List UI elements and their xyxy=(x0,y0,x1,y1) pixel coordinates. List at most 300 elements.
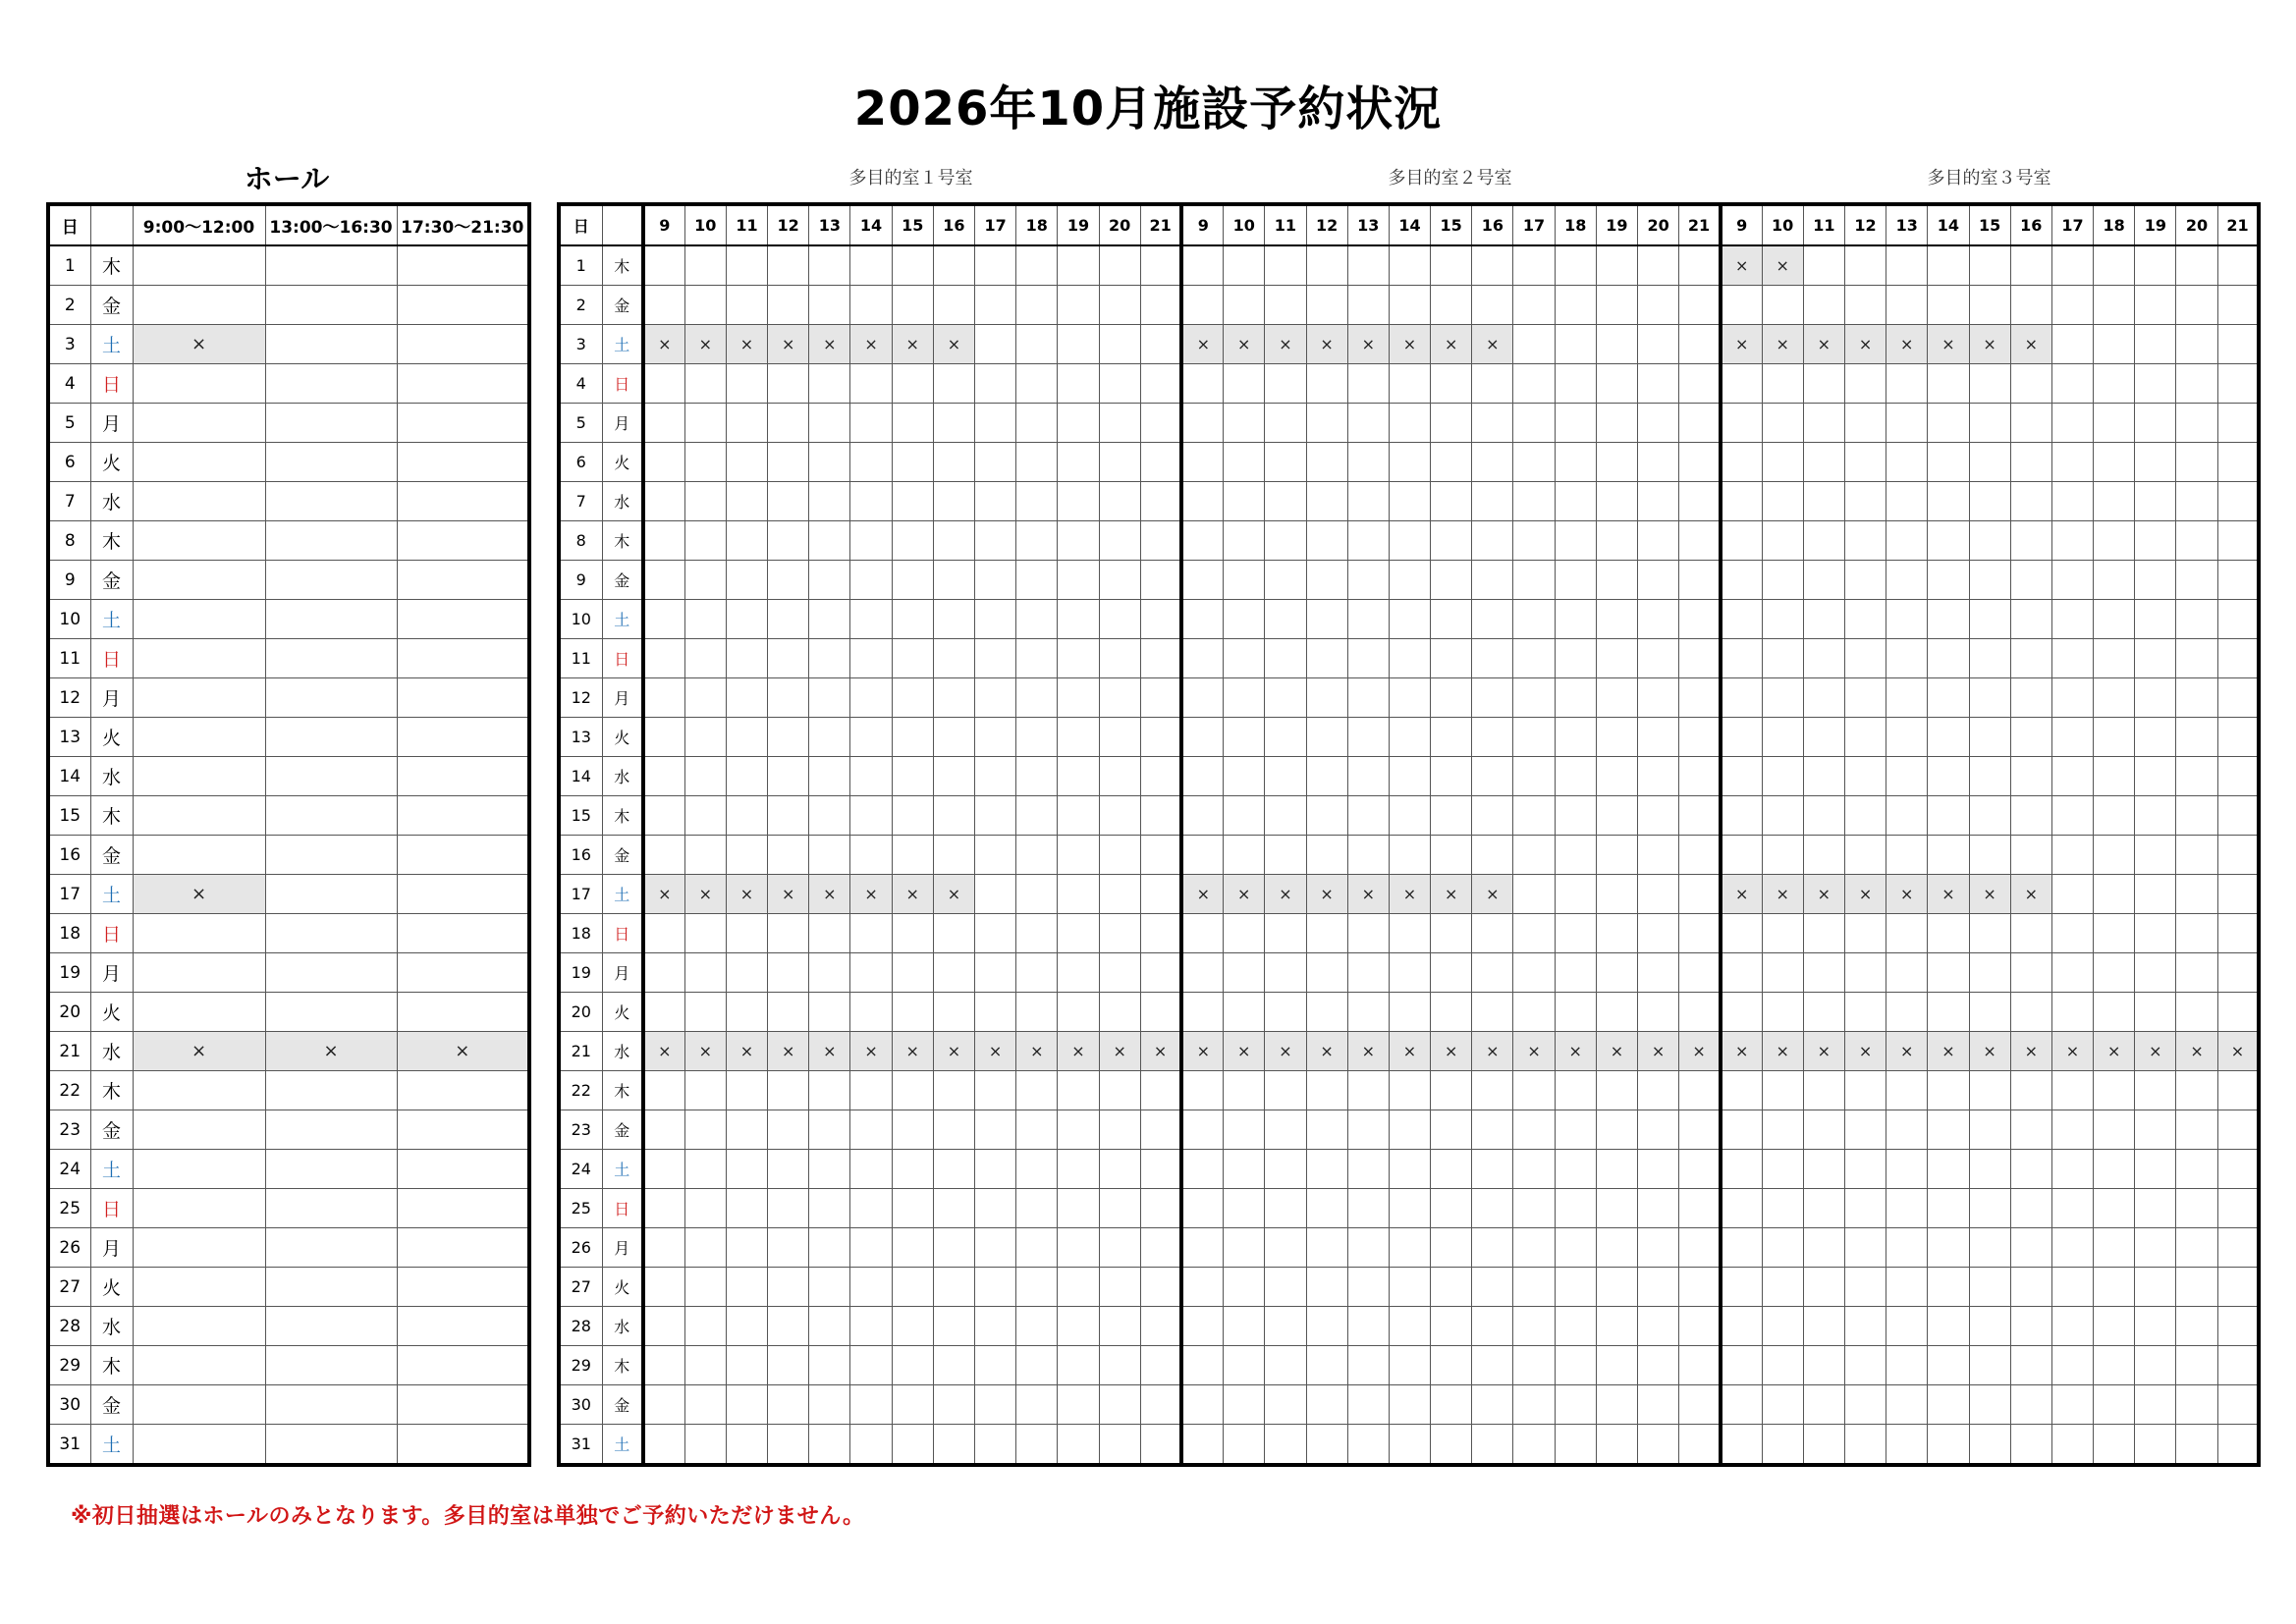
room3-slot xyxy=(1886,521,1928,561)
room3-slot xyxy=(2176,1268,2217,1307)
room3-slot xyxy=(2051,1346,2093,1385)
room2-slot xyxy=(1513,1150,1555,1189)
room3-slot xyxy=(2176,796,2217,836)
room3-slot xyxy=(2176,443,2217,482)
room1-slot xyxy=(1016,1425,1058,1466)
room2-slot xyxy=(1306,718,1347,757)
weekday-label: 火 xyxy=(90,718,133,757)
room2-slot-booked: × xyxy=(1431,875,1472,914)
day-number: 28 xyxy=(48,1307,90,1346)
room1-slot-booked: × xyxy=(768,325,809,364)
room1-slot xyxy=(892,1228,933,1268)
room2-slot xyxy=(1431,1307,1472,1346)
room1-slot xyxy=(975,1425,1016,1466)
room1-slot xyxy=(1058,1385,1099,1425)
room3-slot xyxy=(2094,639,2135,678)
room3-slot-booked: × xyxy=(1928,875,1969,914)
room3-slot xyxy=(2135,1307,2176,1346)
room3-slot xyxy=(2010,1425,2051,1466)
hall-slot xyxy=(265,757,397,796)
day-number: 24 xyxy=(48,1150,90,1189)
room2-slot xyxy=(1679,757,1721,796)
room1-slot xyxy=(975,1307,1016,1346)
room3-slot xyxy=(2176,521,2217,561)
room3-slot xyxy=(2217,245,2259,286)
room1-slot xyxy=(1099,1189,1140,1228)
day-number: 29 xyxy=(48,1346,90,1385)
room1-slot xyxy=(1140,286,1181,325)
hall-slot xyxy=(397,521,529,561)
room3-hour-header: 18 xyxy=(2094,204,2135,245)
room3-slot xyxy=(1928,836,1969,875)
room1-slot xyxy=(850,600,892,639)
room2-slot xyxy=(1181,443,1223,482)
room3-slot xyxy=(2217,1150,2259,1189)
hall-slot xyxy=(133,1307,265,1346)
room3-slot xyxy=(2176,1346,2217,1385)
day-number: 21 xyxy=(559,1032,602,1071)
room2-slot xyxy=(1431,1189,1472,1228)
room1-slot xyxy=(768,953,809,993)
room1-slot xyxy=(684,443,726,482)
room1-slot xyxy=(892,1071,933,1110)
room3-section-title: 多目的室３号室 xyxy=(1927,168,2051,189)
room2-slot xyxy=(1431,1150,1472,1189)
room2-slot-booked: × xyxy=(1224,1032,1265,1071)
room3-slot xyxy=(1803,245,1844,286)
room3-slot xyxy=(1762,1189,1803,1228)
room1-slot xyxy=(684,404,726,443)
room3-slot xyxy=(1886,993,1928,1032)
room3-slot xyxy=(2051,482,2093,521)
room1-hour-header: 17 xyxy=(975,204,1016,245)
room1-slot xyxy=(933,1150,974,1189)
room3-slot xyxy=(2217,1110,2259,1150)
room3-slot xyxy=(2135,796,2176,836)
hall-slot xyxy=(133,1385,265,1425)
room2-slot xyxy=(1181,286,1223,325)
hall-slot xyxy=(397,953,529,993)
room2-slot-booked: × xyxy=(1472,1032,1513,1071)
room3-slot xyxy=(1886,1150,1928,1189)
room2-slot-booked: × xyxy=(1555,1032,1596,1071)
room3-slot xyxy=(2010,521,2051,561)
room1-slot xyxy=(975,364,1016,404)
room2-slot xyxy=(1389,914,1430,953)
room1-slot xyxy=(1099,325,1140,364)
room1-slot xyxy=(1099,561,1140,600)
room2-slot xyxy=(1472,1385,1513,1425)
hall-slot-booked: × xyxy=(133,875,265,914)
room2-slot xyxy=(1265,1071,1306,1110)
hall-row xyxy=(48,1110,529,1150)
room3-slot xyxy=(1886,1385,1928,1425)
room1-slot-booked: × xyxy=(726,325,767,364)
room2-slot xyxy=(1389,953,1430,993)
room3-slot xyxy=(1844,404,1886,443)
room2-slot xyxy=(1181,678,1223,718)
room2-hour-header: 20 xyxy=(1638,204,1679,245)
room1-slot xyxy=(1140,1307,1181,1346)
room2-slot xyxy=(1347,796,1389,836)
room2-slot xyxy=(1638,678,1679,718)
hall-slot xyxy=(265,600,397,639)
room3-slot xyxy=(2094,678,2135,718)
room3-slot-booked: × xyxy=(1928,1032,1969,1071)
room3-slot xyxy=(2135,1150,2176,1189)
room3-slot xyxy=(1969,718,2010,757)
room2-slot-booked: × xyxy=(1638,1032,1679,1071)
room2-slot-booked: × xyxy=(1265,1032,1306,1071)
room3-slot xyxy=(2010,443,2051,482)
rooms-row xyxy=(559,875,2259,914)
room3-slot-booked: × xyxy=(1803,325,1844,364)
room3-slot xyxy=(2094,364,2135,404)
rooms-row xyxy=(559,1385,2259,1425)
room3-slot xyxy=(2010,914,2051,953)
room1-slot xyxy=(892,678,933,718)
room1-slot xyxy=(643,914,684,953)
hall-slot xyxy=(133,443,265,482)
room2-slot xyxy=(1638,482,1679,521)
room3-slot xyxy=(2135,1189,2176,1228)
room2-slot xyxy=(1389,600,1430,639)
room3-slot xyxy=(2094,953,2135,993)
room1-slot xyxy=(933,1071,974,1110)
room2-slot xyxy=(1224,1071,1265,1110)
hall-row xyxy=(48,521,529,561)
room2-slot-booked: × xyxy=(1224,875,1265,914)
room2-slot xyxy=(1596,875,1637,914)
weekday-label: 水 xyxy=(90,1032,133,1071)
room2-slot xyxy=(1596,1228,1637,1268)
weekday-label: 土 xyxy=(90,1425,133,1466)
room2-slot xyxy=(1596,1110,1637,1150)
room3-slot xyxy=(1803,404,1844,443)
room1-slot xyxy=(850,521,892,561)
room2-slot xyxy=(1431,953,1472,993)
room2-slot xyxy=(1513,286,1555,325)
room1-slot xyxy=(726,953,767,993)
page-title: 2026年10月施設予約状況 xyxy=(853,81,1443,136)
room3-slot xyxy=(1844,1268,1886,1307)
hall-slot xyxy=(265,953,397,993)
room3-slot xyxy=(2176,914,2217,953)
room3-slot xyxy=(2135,757,2176,796)
weekday-label: 水 xyxy=(90,757,133,796)
room2-slot xyxy=(1513,1425,1555,1466)
room2-slot xyxy=(1596,993,1637,1032)
room1-slot xyxy=(892,404,933,443)
day-number: 26 xyxy=(559,1228,602,1268)
room1-slot xyxy=(1099,404,1140,443)
room2-slot xyxy=(1306,639,1347,678)
rooms-row xyxy=(559,364,2259,404)
room3-slot xyxy=(2135,600,2176,639)
room1-slot xyxy=(892,1307,933,1346)
room1-slot xyxy=(1099,639,1140,678)
room3-slot xyxy=(1928,443,1969,482)
room3-slot xyxy=(2135,1385,2176,1425)
room3-slot xyxy=(1803,364,1844,404)
room1-slot xyxy=(684,364,726,404)
room1-slot xyxy=(892,718,933,757)
room1-slot xyxy=(684,796,726,836)
weekday-label: 土 xyxy=(90,875,133,914)
room1-slot xyxy=(1016,482,1058,521)
room2-slot xyxy=(1472,678,1513,718)
room1-slot xyxy=(726,1150,767,1189)
room1-slot xyxy=(643,286,684,325)
room1-slot-booked: × xyxy=(892,1032,933,1071)
room2-slot xyxy=(1431,600,1472,639)
room3-slot-booked: × xyxy=(2051,1032,2093,1071)
room1-slot xyxy=(975,245,1016,286)
weekday-label: 水 xyxy=(90,1307,133,1346)
day-number: 23 xyxy=(559,1110,602,1150)
room2-slot xyxy=(1596,404,1637,443)
rooms-row xyxy=(559,1110,2259,1150)
room1-slot xyxy=(1099,718,1140,757)
room1-slot xyxy=(1058,875,1099,914)
room2-slot xyxy=(1347,364,1389,404)
room3-slot-booked: × xyxy=(1886,325,1928,364)
room2-hour-header: 21 xyxy=(1679,204,1721,245)
room3-slot xyxy=(1803,1385,1844,1425)
room1-slot xyxy=(933,1346,974,1385)
room1-slot xyxy=(1099,914,1140,953)
room3-slot xyxy=(2217,1385,2259,1425)
room3-slot xyxy=(1969,286,2010,325)
rooms-row xyxy=(559,1032,2259,1071)
day-number: 14 xyxy=(559,757,602,796)
room2-slot xyxy=(1224,286,1265,325)
room3-slot xyxy=(1803,1268,1844,1307)
room1-hour-header: 10 xyxy=(684,204,726,245)
room2-slot xyxy=(1596,1150,1637,1189)
room2-slot xyxy=(1431,521,1472,561)
room2-hour-header: 16 xyxy=(1472,204,1513,245)
room1-slot xyxy=(1016,796,1058,836)
room2-slot xyxy=(1265,482,1306,521)
room3-slot xyxy=(1844,443,1886,482)
room2-slot xyxy=(1347,1425,1389,1466)
room1-slot-booked: × xyxy=(768,1032,809,1071)
hall-slot xyxy=(265,1189,397,1228)
hall-slot xyxy=(265,1150,397,1189)
room2-slot xyxy=(1638,757,1679,796)
room3-slot xyxy=(2176,639,2217,678)
room3-slot xyxy=(2010,1307,2051,1346)
room2-slot xyxy=(1389,1189,1430,1228)
room2-slot xyxy=(1638,1268,1679,1307)
room3-slot xyxy=(2051,875,2093,914)
room1-slot xyxy=(1016,1385,1058,1425)
room3-slot xyxy=(2135,678,2176,718)
day-number: 11 xyxy=(48,639,90,678)
room2-slot xyxy=(1679,286,1721,325)
room3-slot xyxy=(1721,521,1762,561)
room2-slot xyxy=(1347,718,1389,757)
room1-slot xyxy=(768,678,809,718)
room1-slot xyxy=(1016,245,1058,286)
hall-header-afternoon: 13:00～16:30 xyxy=(265,204,397,245)
room1-slot xyxy=(1016,718,1058,757)
room2-slot xyxy=(1555,561,1596,600)
room1-slot xyxy=(975,953,1016,993)
day-number: 31 xyxy=(559,1425,602,1466)
room3-slot xyxy=(2094,836,2135,875)
room2-slot xyxy=(1638,796,1679,836)
room3-slot-booked: × xyxy=(1844,875,1886,914)
room1-slot xyxy=(1099,1385,1140,1425)
hall-slot xyxy=(133,1189,265,1228)
room2-slot xyxy=(1596,757,1637,796)
room2-slot-booked: × xyxy=(1431,325,1472,364)
room2-slot xyxy=(1265,953,1306,993)
hall-row xyxy=(48,1307,529,1346)
room3-slot xyxy=(2135,245,2176,286)
room3-slot xyxy=(2051,1385,2093,1425)
room2-slot xyxy=(1181,836,1223,875)
room3-slot xyxy=(1803,1110,1844,1150)
room3-slot xyxy=(1886,914,1928,953)
room1-slot-booked: × xyxy=(1058,1032,1099,1071)
room2-slot xyxy=(1181,639,1223,678)
room3-slot xyxy=(2094,757,2135,796)
day-number: 27 xyxy=(48,1268,90,1307)
room1-slot xyxy=(933,1189,974,1228)
weekday-label: 土 xyxy=(90,1150,133,1189)
room2-slot xyxy=(1181,245,1223,286)
room2-slot xyxy=(1472,1425,1513,1466)
room2-slot xyxy=(1679,325,1721,364)
room2-slot xyxy=(1513,757,1555,796)
room2-slot xyxy=(1472,600,1513,639)
hall-slot xyxy=(397,482,529,521)
room2-slot xyxy=(1265,993,1306,1032)
room1-slot xyxy=(768,1110,809,1150)
room3-slot xyxy=(1803,1071,1844,1110)
room3-slot xyxy=(2051,1268,2093,1307)
room1-slot xyxy=(643,600,684,639)
room1-slot xyxy=(1016,1228,1058,1268)
rooms-row xyxy=(559,561,2259,600)
room1-slot xyxy=(1016,1268,1058,1307)
room1-slot xyxy=(1016,836,1058,875)
room1-slot xyxy=(975,1346,1016,1385)
weekday-label: 金 xyxy=(90,1385,133,1425)
room1-slot xyxy=(1140,678,1181,718)
room1-slot-booked: × xyxy=(643,1032,684,1071)
room2-slot xyxy=(1555,1307,1596,1346)
room2-slot xyxy=(1679,1228,1721,1268)
room2-slot xyxy=(1306,914,1347,953)
room1-slot xyxy=(1058,796,1099,836)
room2-slot xyxy=(1181,1385,1223,1425)
room1-slot xyxy=(643,757,684,796)
room3-slot xyxy=(1721,639,1762,678)
weekday-label: 土 xyxy=(602,325,643,364)
weekday-label: 土 xyxy=(90,325,133,364)
weekday-label: 火 xyxy=(90,1268,133,1307)
room2-hour-header: 13 xyxy=(1347,204,1389,245)
room1-slot xyxy=(933,836,974,875)
room1-slot xyxy=(768,443,809,482)
room1-slot xyxy=(933,443,974,482)
room3-slot xyxy=(1928,482,1969,521)
room2-slot xyxy=(1224,639,1265,678)
rooms-row xyxy=(559,836,2259,875)
room3-slot xyxy=(2094,443,2135,482)
hall-slot xyxy=(265,364,397,404)
day-number: 12 xyxy=(559,678,602,718)
weekday-label: 金 xyxy=(602,286,643,325)
day-number: 9 xyxy=(559,561,602,600)
room1-slot xyxy=(850,1150,892,1189)
room2-slot xyxy=(1596,1307,1637,1346)
room2-slot xyxy=(1389,993,1430,1032)
hall-slot xyxy=(397,1346,529,1385)
hall-header-evening: 17:30～21:30 xyxy=(397,204,529,245)
room3-slot xyxy=(2176,718,2217,757)
hall-slot xyxy=(133,1228,265,1268)
room1-slot xyxy=(726,561,767,600)
room1-slot xyxy=(850,1189,892,1228)
room3-slot xyxy=(1721,914,1762,953)
room1-slot xyxy=(850,993,892,1032)
room3-slot xyxy=(2094,1268,2135,1307)
room3-slot xyxy=(2217,718,2259,757)
room3-slot xyxy=(1721,482,1762,521)
room2-slot xyxy=(1431,718,1472,757)
room3-slot xyxy=(1721,1150,1762,1189)
room3-slot xyxy=(1803,521,1844,561)
room1-slot xyxy=(850,1110,892,1150)
room1-hour-header: 18 xyxy=(1016,204,1058,245)
weekday-label: 土 xyxy=(602,875,643,914)
room3-slot xyxy=(1721,1346,1762,1385)
room2-slot xyxy=(1389,836,1430,875)
room1-slot xyxy=(975,678,1016,718)
room1-slot xyxy=(892,1189,933,1228)
room1-slot xyxy=(726,914,767,953)
room2-slot xyxy=(1306,1385,1347,1425)
hall-slot xyxy=(265,561,397,600)
room2-hour-header: 17 xyxy=(1513,204,1555,245)
room2-slot xyxy=(1347,1385,1389,1425)
day-number: 20 xyxy=(559,993,602,1032)
room3-slot xyxy=(2217,1346,2259,1385)
room3-slot xyxy=(2051,325,2093,364)
room3-slot xyxy=(1762,1385,1803,1425)
room2-slot xyxy=(1679,1307,1721,1346)
room1-slot xyxy=(643,1268,684,1307)
room2-slot xyxy=(1389,1425,1430,1466)
room3-slot xyxy=(1721,1071,1762,1110)
room1-slot xyxy=(1140,1150,1181,1189)
room3-slot xyxy=(1762,1307,1803,1346)
room1-slot xyxy=(726,639,767,678)
room2-slot xyxy=(1555,1071,1596,1110)
room2-slot xyxy=(1679,1385,1721,1425)
room3-slot xyxy=(2051,1150,2093,1189)
hall-slot xyxy=(397,1228,529,1268)
room3-slot xyxy=(1844,796,1886,836)
room3-slot-booked: × xyxy=(2176,1032,2217,1071)
day-number: 3 xyxy=(48,325,90,364)
room3-slot-booked: × xyxy=(1886,875,1928,914)
